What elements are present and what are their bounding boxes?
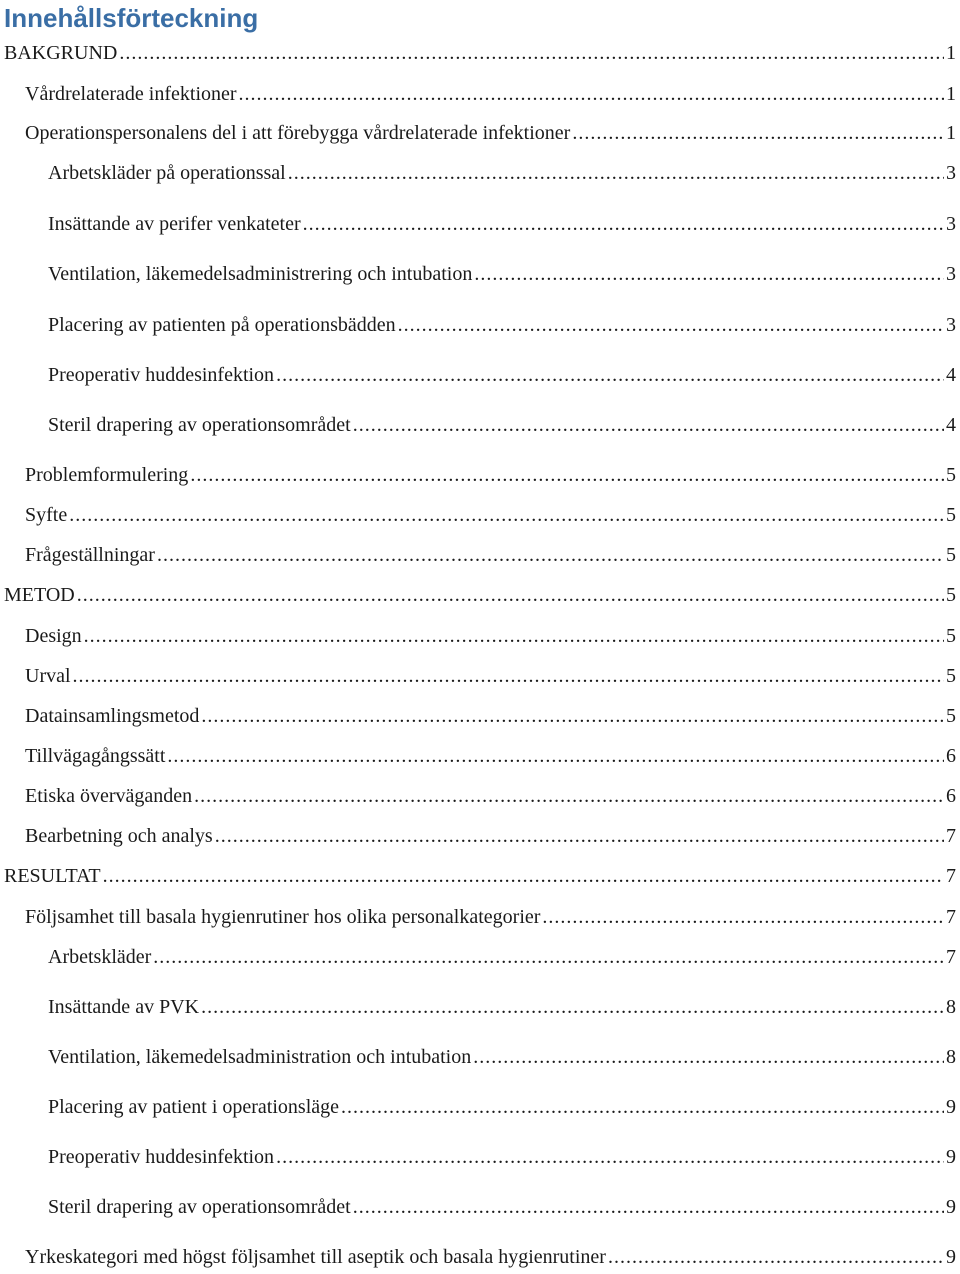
toc-page-number: 3 [946, 162, 956, 184]
toc-page-number: 3 [946, 213, 956, 235]
toc-entry[interactable] [25, 542, 956, 568]
dot-leader [303, 211, 944, 237]
toc-page-number: 8 [946, 1046, 956, 1068]
dot-leader [201, 703, 944, 729]
toc-entry[interactable] [25, 783, 956, 809]
toc-entry-text: Placering av patient i operationsläge [48, 1096, 340, 1118]
dot-leader [542, 904, 944, 930]
toc-entry[interactable] [25, 502, 956, 528]
dot-leader [288, 160, 944, 186]
toc-page-number: 7 [946, 865, 956, 887]
toc-entry[interactable] [25, 120, 956, 146]
toc-entry[interactable] [48, 1094, 956, 1120]
dot-leader [473, 1044, 944, 1070]
toc-entry-text: Preoperativ huddesinfektion [48, 364, 275, 386]
toc-entry[interactable] [25, 81, 956, 107]
toc-entry[interactable] [48, 362, 956, 388]
toc-page-number: 4 [946, 364, 956, 386]
toc-entry-text: Insättande av PVK [48, 996, 200, 1018]
dot-leader [119, 40, 944, 66]
toc-page-number: 8 [946, 996, 956, 1018]
toc-page-number: 5 [946, 625, 956, 647]
toc-entry-text: Steril drapering av operationsområdet [48, 414, 351, 436]
toc-entry[interactable] [48, 412, 956, 438]
toc-page-number: 1 [946, 42, 956, 64]
toc-entry-text: METOD [4, 584, 75, 606]
dot-leader [103, 863, 944, 889]
toc-page-number: 3 [946, 263, 956, 285]
toc-entry[interactable] [25, 743, 956, 769]
dot-leader [572, 120, 944, 146]
dot-leader [474, 261, 944, 287]
toc-entry-text: Följsamhet till basala hygienrutiner hos olika personalkategorier [25, 906, 541, 928]
toc-entry-text: Yrkeskategori med högst följsamhet till aseptik och basala hygienrutiner [25, 1246, 606, 1268]
toc-entry[interactable] [25, 1244, 956, 1270]
toc-entry-text: Arbetskläder på operationssal [48, 162, 286, 184]
toc-page-number: 9 [946, 1246, 956, 1268]
toc-entry[interactable] [25, 823, 956, 849]
dot-leader [341, 1094, 944, 1120]
toc-entry-text: Datainsamlingsmetod [25, 705, 200, 727]
dot-leader [153, 944, 944, 970]
toc-page-number: 6 [946, 745, 956, 767]
toc-entry-resultat[interactable] [4, 863, 956, 889]
dot-leader [69, 502, 944, 528]
toc-entry-text: Preoperativ huddesinfektion [48, 1146, 275, 1168]
toc-entry-text: Etiska överväganden [25, 785, 193, 807]
toc-entry[interactable] [48, 1044, 956, 1070]
dot-leader [608, 1244, 944, 1270]
dot-leader [201, 994, 944, 1020]
toc-page-number: 5 [946, 584, 956, 606]
toc-page-number: 9 [946, 1096, 956, 1118]
toc-entry-text: Arbetskläder [48, 946, 152, 968]
toc-page-number: 5 [946, 544, 956, 566]
dot-leader [194, 783, 944, 809]
toc-page-number: 5 [946, 504, 956, 526]
dot-leader [353, 1194, 944, 1220]
toc-entry-text: Ventilation, läkemedelsadministrering och intubation [48, 263, 473, 285]
toc-entry[interactable] [48, 312, 956, 338]
toc-entry-text: Bearbetning och analys [25, 825, 213, 847]
toc-entry-text: RESULTAT [4, 865, 101, 887]
toc-entry[interactable] [25, 904, 956, 930]
toc-entry-text: Urval [25, 665, 71, 687]
dot-leader [190, 462, 944, 488]
toc-entry[interactable] [48, 261, 956, 287]
toc-entry-metod[interactable] [4, 582, 956, 608]
toc-entry-text: Ventilation, läkemedelsadministration och intubation [48, 1046, 472, 1068]
toc-page-number: 5 [946, 464, 956, 486]
dot-leader [167, 743, 944, 769]
toc-page-number: 1 [946, 83, 956, 105]
toc-entry-text: Problemformulering [25, 464, 189, 486]
toc-entry[interactable] [25, 703, 956, 729]
toc-entry[interactable] [48, 160, 956, 186]
toc-entry-text: Insättande av perifer venkateter [48, 213, 301, 235]
toc-entry-text: Operationspersonalens del i att förebygga vårdrelaterade infektioner [25, 122, 571, 144]
toc-entry-text: Vårdrelaterade infektioner [25, 83, 237, 105]
dot-leader [398, 312, 944, 338]
toc-entry-text: Design [25, 625, 82, 647]
dot-leader [353, 412, 944, 438]
toc-page-number: 7 [946, 906, 956, 928]
toc-entry-text: BAKGRUND [4, 42, 118, 64]
toc-entry[interactable] [25, 623, 956, 649]
toc-page-number: 5 [946, 705, 956, 727]
dot-leader [215, 823, 944, 849]
toc-entry[interactable] [48, 1194, 956, 1220]
dot-leader [157, 542, 944, 568]
toc-page-number: 5 [946, 665, 956, 687]
toc-entry[interactable] [48, 211, 956, 237]
toc-entry[interactable] [48, 944, 956, 970]
toc-page-number: 6 [946, 785, 956, 807]
dot-leader [84, 623, 944, 649]
toc-entry[interactable] [48, 1144, 956, 1170]
toc-entry[interactable] [25, 663, 956, 689]
toc-entry-bakgrund[interactable] [4, 40, 956, 66]
toc-page-number: 9 [946, 1146, 956, 1168]
toc-title: Innehållsförteckning [4, 3, 259, 33]
toc-entry-text: Syfte [25, 504, 68, 526]
toc-page-number: 7 [946, 946, 956, 968]
dot-leader [276, 362, 944, 388]
toc-page-number: 3 [946, 314, 956, 336]
dot-leader [276, 1144, 944, 1170]
toc-page-number: 1 [946, 122, 956, 144]
toc-entry-text: Steril drapering av operationsområdet [48, 1196, 351, 1218]
toc-page-number: 7 [946, 825, 956, 847]
dot-leader [73, 663, 944, 689]
toc-entry[interactable] [48, 994, 956, 1020]
toc-entry-text: Placering av patienten på operationsbädden [48, 314, 396, 336]
toc-page-number: 9 [946, 1196, 956, 1218]
dot-leader [77, 582, 944, 608]
toc-entry[interactable] [25, 462, 956, 488]
toc-entry-text: Tillvägagångssätt [25, 745, 166, 767]
dot-leader [239, 81, 944, 107]
toc-entry-text: Frågeställningar [25, 544, 155, 566]
toc-page-number: 4 [946, 414, 956, 436]
